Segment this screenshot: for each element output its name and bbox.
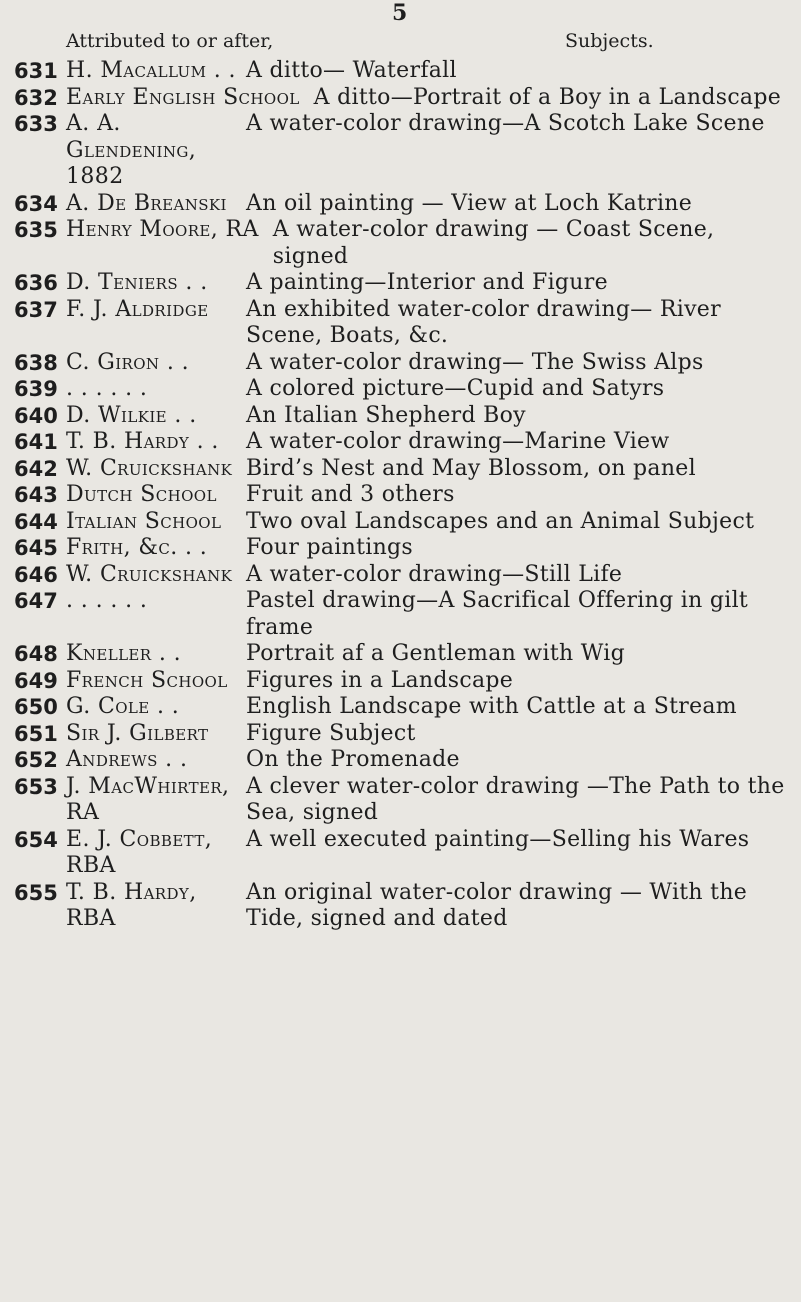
lot-number: 632 bbox=[14, 85, 58, 110]
artist-name: W. Cruickshank bbox=[66, 455, 233, 481]
artist-name: Frith, &c. . . bbox=[66, 535, 208, 560]
subject-text: Fruit and 3 others bbox=[246, 482, 455, 507]
subject-text: On the Promenade bbox=[246, 747, 460, 772]
artist-name: D. Wilkie . . bbox=[66, 402, 197, 428]
lot-number: 652 bbox=[14, 748, 58, 772]
catalog-list bbox=[0, 58, 801, 933]
catalog-entry bbox=[0, 641, 801, 668]
artist-name: Andrews . . bbox=[66, 747, 188, 772]
subject-text: A well executed painting—Selling his Wares bbox=[246, 826, 750, 852]
subject-text: Figure Subject bbox=[246, 720, 416, 746]
page-number: 5 bbox=[392, 0, 408, 26]
artist-name: Henry Moore, RA bbox=[66, 217, 259, 242]
subject-text: A ditto—Portrait of a Boy in a Landscape bbox=[313, 84, 782, 110]
subject-text: English Landscape with Cattle at a Stream bbox=[246, 694, 737, 719]
lot-number: 649 bbox=[14, 668, 58, 693]
lot-number: 641 bbox=[14, 430, 58, 454]
lot-number: 634 bbox=[14, 191, 58, 216]
artist-name: French School bbox=[66, 667, 228, 693]
lot-number: 642 bbox=[14, 456, 58, 481]
lot-number: 639 bbox=[14, 377, 58, 401]
artist-name: F. J. Aldridge bbox=[66, 296, 209, 322]
lot-number: 655 bbox=[14, 880, 58, 905]
subject-text: Portrait af a Gentleman with Wig bbox=[246, 641, 625, 666]
subject-text: A water-color drawing — Coast Scene, signed bbox=[272, 217, 715, 269]
artist-name: D. Teniers . . bbox=[66, 270, 208, 295]
catalog-entry bbox=[0, 721, 801, 748]
subject-text: A water-color drawing— The Swiss Alps bbox=[246, 349, 704, 375]
subject-text: An exhibited water-color drawing— River Scene, Boats, &c. bbox=[246, 296, 721, 348]
catalog-entry bbox=[0, 58, 801, 85]
lot-number: 648 bbox=[14, 642, 58, 666]
catalog-entry bbox=[0, 85, 801, 112]
catalog-entry bbox=[0, 429, 801, 456]
header-attributed: Attributed to or after, bbox=[66, 30, 274, 52]
lot-number: 633 bbox=[14, 112, 58, 136]
artist-name: T. B. Hardy, RBA bbox=[66, 879, 197, 931]
artist-name: Kneller . . bbox=[66, 641, 182, 666]
artist-name: . . . . . . bbox=[66, 588, 148, 613]
catalog-entry bbox=[0, 668, 801, 695]
catalog-entry bbox=[0, 403, 801, 430]
catalog-entry bbox=[0, 270, 801, 297]
subject-text: An oil painting — View at Loch Katrine bbox=[246, 190, 693, 216]
artist-name: W. Cruickshank bbox=[66, 561, 233, 587]
catalog-entry bbox=[0, 747, 801, 774]
artist-name: H. Macallum . . bbox=[66, 58, 236, 83]
lot-number: 631 bbox=[14, 59, 58, 83]
catalog-entry bbox=[0, 827, 801, 880]
catalog-entry bbox=[0, 111, 801, 191]
subject-text: A colored picture—Cupid and Satyrs bbox=[246, 376, 665, 401]
artist-name: . . . . . . bbox=[66, 376, 148, 401]
header-subjects: Subjects. bbox=[565, 30, 654, 52]
subject-text: Two oval Landscapes and an Animal Subject bbox=[246, 508, 755, 534]
catalog-entry bbox=[0, 217, 801, 270]
subject-text: A clever water-color drawing —The Path to the Sea, signed bbox=[246, 773, 785, 825]
catalog-entry bbox=[0, 297, 801, 350]
lot-number: 654 bbox=[14, 827, 58, 852]
subject-text: A water-color drawing—A Scotch Lake Scene bbox=[246, 111, 765, 136]
lot-number: 647 bbox=[14, 589, 58, 613]
artist-name: E. J. Cobbett, RBA bbox=[66, 826, 213, 878]
subject-text: An Italian Shepherd Boy bbox=[246, 402, 526, 428]
subject-text: Pastel drawing—A Sacrifical Offering in gilt frame bbox=[246, 588, 749, 640]
catalog-entry bbox=[0, 191, 801, 218]
artist-name: Early English School bbox=[66, 84, 300, 110]
subject-text: An original water-color drawing — With the Tide, signed and dated bbox=[246, 879, 748, 931]
lot-number: 636 bbox=[14, 271, 58, 295]
subject-text: A water-color drawing—Marine View bbox=[246, 429, 670, 454]
lot-number: 640 bbox=[14, 403, 58, 428]
catalog-entry bbox=[0, 350, 801, 377]
subject-text: Bird’s Nest and May Blossom, on panel bbox=[246, 455, 696, 481]
column-header bbox=[0, 30, 801, 60]
lot-number: 638 bbox=[14, 350, 58, 375]
lot-number: 635 bbox=[14, 218, 58, 242]
catalog-entry bbox=[0, 456, 801, 483]
catalog-entry bbox=[0, 535, 801, 562]
lot-number: 645 bbox=[14, 536, 58, 560]
subject-text: A ditto— Waterfall bbox=[246, 58, 457, 83]
lot-number: 646 bbox=[14, 562, 58, 587]
artist-name: G. Cole . . bbox=[66, 694, 180, 719]
lot-number: 650 bbox=[14, 695, 58, 719]
subject-text: A water-color drawing—Still Life bbox=[246, 561, 623, 587]
artist-name: T. B. Hardy . . bbox=[66, 429, 219, 454]
artist-name: Italian School bbox=[66, 508, 222, 534]
lot-number: 651 bbox=[14, 721, 58, 746]
artist-name: Sir J. Gilbert bbox=[66, 720, 209, 746]
artist-name: C. Giron . . bbox=[66, 349, 190, 375]
catalog-entry bbox=[0, 694, 801, 721]
artist-name: J. MacWhirter, RA bbox=[66, 773, 230, 825]
artist-name: A. De Breanski bbox=[66, 190, 227, 216]
artist-name: A. A. Glendening, 1882 bbox=[66, 111, 197, 189]
catalog-entry bbox=[0, 588, 801, 641]
subject-text: A painting—Interior and Figure bbox=[246, 270, 608, 295]
subject-text: Four paintings bbox=[246, 535, 414, 560]
lot-number: 644 bbox=[14, 509, 58, 534]
catalog-entry bbox=[0, 509, 801, 536]
subject-text: Figures in a Landscape bbox=[246, 667, 514, 693]
lot-number: 653 bbox=[14, 774, 58, 799]
artist-name: Dutch School bbox=[66, 482, 217, 507]
lot-number: 637 bbox=[14, 297, 58, 322]
catalog-entry bbox=[0, 880, 801, 933]
catalog-entry bbox=[0, 482, 801, 509]
catalog-entry bbox=[0, 562, 801, 589]
catalog-entry bbox=[0, 376, 801, 403]
catalog-entry bbox=[0, 774, 801, 827]
lot-number: 643 bbox=[14, 483, 58, 507]
